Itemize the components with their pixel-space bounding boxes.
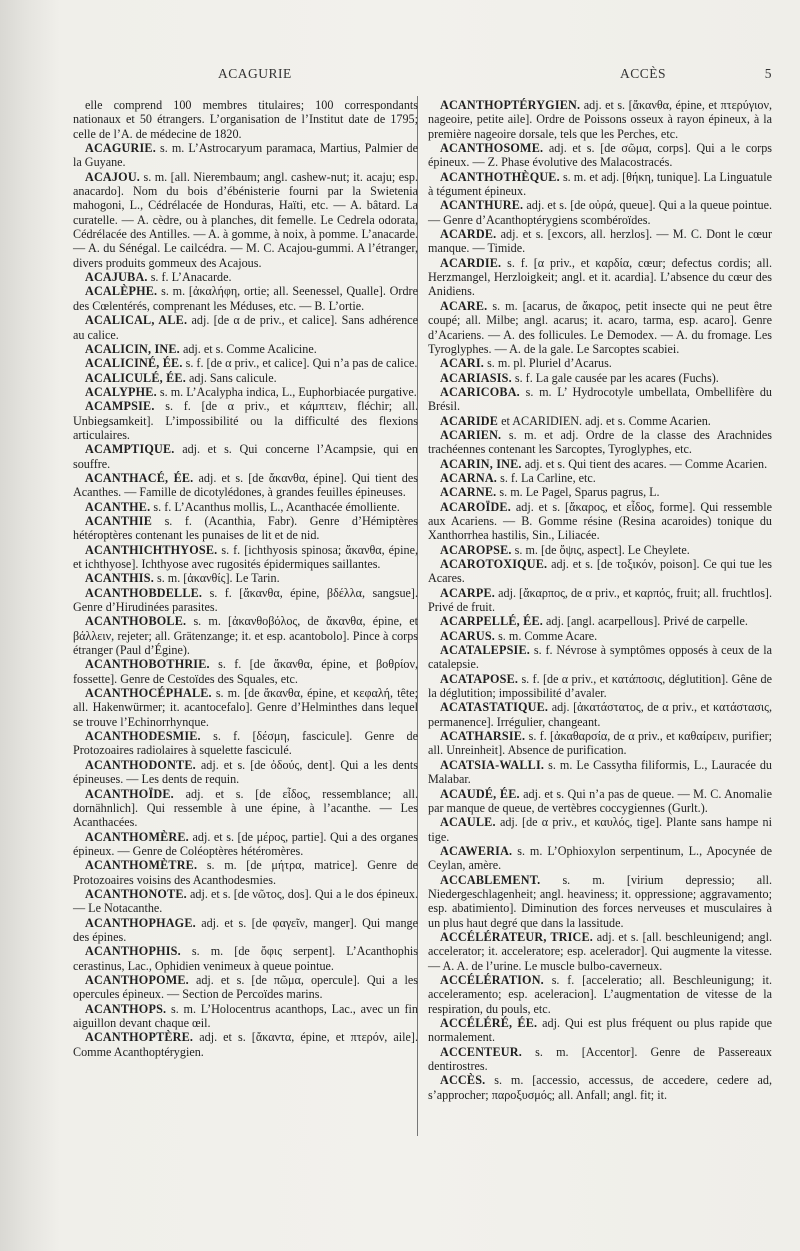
entry-definition: adj. et s. Qui concerne l’Acampsie, qui en souffre. bbox=[73, 442, 418, 471]
entry-headword: ACARI. bbox=[440, 356, 485, 371]
entry-definition: s. m. L’ Hydrocotyle umbellata, Ombellifère du Brésil. bbox=[428, 384, 772, 414]
page-number: 5 bbox=[764, 66, 772, 81]
dictionary-entry bbox=[428, 1045, 772, 1074]
dictionary-entry bbox=[428, 614, 772, 628]
entry-definition: s. m. [acarus, de ἄκαρος, petit insecte qui ne peut être coupé; all. Milbe; angl. acarus; it. acaro, tarma, esp. acaro]. Genre d’Acariens. — A. des follicules. Le Demodex. — A. du fromage. Les Tyroglyphes. — A. de la gale. Le Sarcoptes scabiei. bbox=[428, 298, 772, 356]
entry-definition: s. f. [ἀκαθαρσία, de α priv., et καθαίρειν, purifier; all. Unreinheit]. Absence de purification. bbox=[428, 729, 773, 758]
entry-headword: ACARICOBA. bbox=[440, 384, 520, 399]
dictionary-entry bbox=[73, 141, 418, 170]
entry-definition: s. m. et adj. Ordre de la classe des Arachnides trachéennes contenant les Sarcoptes, Tyroglyphes, etc. bbox=[428, 427, 772, 457]
entry-definition: s. f. Névrose à symptômes opposés à ceux de la catalepsie. bbox=[428, 643, 772, 672]
dictionary-entry bbox=[428, 1073, 772, 1102]
dictionary-entry bbox=[428, 98, 772, 141]
entry-definition: adj. Sans calicule. bbox=[189, 370, 277, 385]
entry-definition: adj. et s. [de οὐρά, queue]. Qui a la queue pointue. — Genre d’Acanthoptérygiens scombéroïdes. bbox=[428, 198, 772, 227]
dictionary-entry bbox=[428, 543, 772, 557]
dictionary-entry bbox=[73, 98, 418, 141]
entry-headword: ACALICULÉ, ÉE. bbox=[85, 370, 186, 385]
entry-definition: s. f. [de α priv., et κάμπτειν, fléchir; all. Unbiegsamkeit]. L’impossibilité ou la difficulté des flexions articulaires. bbox=[73, 399, 418, 442]
entry-definition: s. m. [de ὄψις, aspect]. Le Cheylete. bbox=[514, 542, 690, 557]
entry-headword: ACARNE. bbox=[440, 485, 497, 500]
dictionary-entry bbox=[73, 543, 418, 572]
dictionary-entry bbox=[428, 485, 772, 499]
dictionary-entry bbox=[73, 284, 418, 313]
entry-definition: s. m. [de ἄκανθα, épine, et κεφαλή, tête; all. Hakenwürmer; it. acantocefalo]. Genre d’Helminthes dans lequel se trouve l’Echinorrhynque. bbox=[73, 686, 418, 729]
entry-headword: ACCÉLÉRATION. bbox=[440, 972, 544, 987]
dictionary-entry bbox=[73, 514, 418, 543]
entry-definition: s. f. L’Anacarde. bbox=[150, 270, 232, 285]
entry-definition: s. m. L’Acalypha indica, L., Euphorbiacée purgative. bbox=[159, 384, 417, 399]
entry-headword: ACARPE. bbox=[440, 585, 496, 600]
entry-definition: adj. [ἀκατάστατος, de α priv., et κατάστασις, permanence]. Irrégulier, changeant. bbox=[428, 700, 772, 729]
entry-headword: ACANTHOPOME. bbox=[85, 972, 189, 987]
entry-headword: ACAMPTIQUE. bbox=[85, 442, 175, 457]
entry-headword: ACANTHODESMIE. bbox=[85, 729, 201, 744]
running-header bbox=[60, 66, 780, 86]
entry-definition: s. m. [de ὄφις serpent]. L’Acanthophis cerastinus, Lac., Ophidien venimeux à queue pointue. bbox=[73, 944, 418, 973]
dictionary-entry bbox=[428, 170, 772, 199]
entry-headword: ACAROPSE. bbox=[440, 542, 512, 557]
dictionary-entry bbox=[73, 944, 418, 973]
header-left-word: ACAGURIE bbox=[218, 66, 292, 81]
dictionary-entry bbox=[73, 571, 418, 585]
entry-headword: ACANTHOTHÈQUE. bbox=[440, 169, 560, 184]
entry-headword: ACANTHICHTHYOSE. bbox=[85, 542, 218, 557]
dictionary-entry bbox=[73, 830, 418, 859]
entry-headword: ACAROÏDE. bbox=[440, 499, 511, 514]
entry-headword: ACANTHOCÉPHALE. bbox=[85, 686, 212, 701]
entry-headword: ACCÉLÉRATEUR, TRICE. bbox=[440, 929, 594, 944]
entry-headword: ACALÈPHE. bbox=[85, 284, 158, 299]
left-column bbox=[73, 98, 418, 1059]
entry-headword: ACAUDÉ, ÉE. bbox=[440, 786, 520, 801]
entry-definition: s. f. [de α priv., et κατάποσις, déglutition]. Gêne de la déglutition; impossibilité d’avaler. bbox=[428, 671, 772, 701]
dictionary-entry bbox=[73, 371, 418, 385]
entry-definition: adj. et s. [de εἶδος, ressemblance; all. dornähnlich]. Qui ressemble à une épine, à l’acanthe. — Les Acanthacées. bbox=[73, 786, 418, 830]
entry-headword: ACANTHOBOLE. bbox=[85, 614, 187, 629]
entry-definition: s. m. [all. Nierembaum; angl. cashew-nut; it. acaju; esp. anacardo]. Nom du bois d’ébénisterie fourni par la Swietenia mahogoni, L., Cédrélacée de Honduras, Haïti, etc. — A. bâtard. La curatelle. — A. cèdre, ou à planches, dit femelle. Le Cedrela odorata, Cédrélacée des Antilles. — A. à gomme, à noix, à pomme. L’anacarde. — A. du Sénégal. Le cailcédra. — M. C. Acajou-gummi. A l’étranger, divers produits gommeux des Acajous. bbox=[73, 169, 418, 270]
dictionary-entry bbox=[428, 729, 772, 758]
dictionary-entry bbox=[73, 729, 418, 758]
dictionary-entry bbox=[428, 141, 772, 170]
entry-definition: elle comprend 100 membres titulaires; 100 correspondants nationaux et 50 étrangers. L’organisation de l’Institut date de 1795; celle de l’A. de médecine de 1820. bbox=[73, 98, 418, 141]
entry-headword: ACANTHIE bbox=[85, 513, 153, 528]
entry-headword: ACCÈS. bbox=[440, 1073, 486, 1088]
entry-headword: ACATHARSIE. bbox=[440, 729, 526, 744]
dictionary-entry bbox=[428, 758, 772, 787]
entry-headword: ACANTHACÉ, ÉE. bbox=[85, 470, 194, 485]
dictionary-entry bbox=[428, 787, 772, 816]
entry-headword: ACANTHOMÈRE. bbox=[85, 829, 189, 844]
dictionary-entry bbox=[428, 227, 772, 256]
entry-definition: s. f. [δέσμη, fascicule]. Genre de Protozoaires radiolaires à squelette fasciculé. bbox=[73, 729, 418, 758]
entry-definition: s. f. La gale causée par les acares (Fuchs). bbox=[514, 370, 719, 385]
entry-headword: ACAMPSIE. bbox=[85, 399, 155, 414]
dictionary-entry bbox=[73, 1030, 418, 1059]
dictionary-entry bbox=[73, 1002, 418, 1031]
right-column bbox=[428, 98, 772, 1102]
dictionary-entry bbox=[73, 385, 418, 399]
entry-headword: ACANTHOBDELLE. bbox=[85, 585, 203, 600]
dictionary-entry bbox=[73, 500, 418, 514]
entry-headword: ACAROTOXIQUE. bbox=[440, 557, 548, 571]
dictionary-entry bbox=[428, 356, 772, 370]
entry-headword: ACANTHOBOTHRIE. bbox=[85, 657, 210, 672]
entry-headword: ACARPELLÉ, ÉE. bbox=[440, 614, 543, 629]
entry-headword: ACANTHE. bbox=[85, 499, 151, 514]
dictionary-entry bbox=[73, 973, 418, 1002]
dictionary-entry bbox=[428, 385, 772, 414]
entry-definition: adj. et s. Qui tient des acares. — Comme Acarien. bbox=[524, 456, 768, 471]
entry-definition: s. f. [acceleratio; all. Beschleunigung; it. acceleramento; esp. aceleracion]. L’augmentation de vitesse de la respiration, du pouls, etc. bbox=[428, 972, 772, 1016]
dictionary-entry bbox=[428, 299, 772, 356]
entry-headword: ACARIN, INE. bbox=[440, 456, 522, 471]
dictionary-entry bbox=[73, 614, 418, 657]
entry-definition: s. m. [ἀκανθίς]. Le Tarin. bbox=[156, 571, 280, 586]
entry-headword: ACARIEN. bbox=[440, 427, 502, 442]
entry-headword: ACARDIE. bbox=[440, 255, 502, 270]
entry-headword: ACANTHOPTÈRE. bbox=[85, 1030, 194, 1045]
entry-definition: adj. [angl. acarpellous]. Privé de carpelle. bbox=[546, 614, 748, 629]
entry-definition: adj. [de α de priv., et calice]. Sans adhérence au calice. bbox=[73, 313, 418, 342]
dictionary-entry bbox=[428, 1016, 772, 1045]
dictionary-entry bbox=[428, 844, 772, 873]
entry-definition: adj. et s. [de πῶμα, opercule]. Qui a les opercules épineux. — Section de Percoïdes marins. bbox=[73, 972, 418, 1002]
entry-headword: ACANTHOÏDE. bbox=[85, 786, 174, 801]
entry-headword: ACANTHOMÈTRE. bbox=[85, 858, 198, 873]
entry-definition: s. f. [α priv., et καρδία, cœur; defectus cordis; all. Herzmangel, Herzloigkeit; angl. et it. acardia]. L’absence du cœur des Anidiens. bbox=[428, 255, 772, 299]
dictionary-entry bbox=[428, 256, 772, 299]
entry-definition: adj. [ἄκαρπος, de α priv., et καρπός, fruit; all. fruchtlos]. Privé de fruit. bbox=[428, 585, 772, 615]
entry-definition: et ACARIDIEN. adj. et s. Comme Acarien. bbox=[501, 413, 711, 428]
entry-definition: s. m. [ἀκανθοβόλος, de ἄκανθα, épine, et βάλλειν, rejeter; all. Grätenzange; it. et esp. acantobolo]. Pince à corps étranger (Paul d’Égine). bbox=[73, 614, 418, 658]
entry-headword: ACARUS. bbox=[440, 628, 496, 643]
entry-definition: s. f. La Carline, etc. bbox=[500, 470, 596, 485]
entry-definition: s. m. L’Ophioxylon serpentinum, L., Apocynée de Ceylan, amère. bbox=[428, 843, 772, 873]
entry-headword: ACCÉLÉRÉ, ÉE. bbox=[440, 1016, 538, 1030]
entry-definition: adj. et s. [all. beschleunigend; angl. accelerator; it. acceleratore; esp. acelerador]. Qui augmente la vitesse. — A. A. de l’urine. Le muscle bulbo-caverneux. bbox=[428, 929, 772, 973]
entry-definition: adj. et s. [de ὀδούς, dent]. Qui a les dents épineuses. — Les dents de requin. bbox=[73, 757, 418, 787]
entry-headword: ACAGURIE. bbox=[85, 141, 156, 156]
entry-definition: s. m. Le Cassytha filiformis, L., Lauracée du Malabar. bbox=[428, 757, 772, 787]
entry-definition: s. m. pl. Pluriel d’Acarus. bbox=[487, 356, 612, 371]
dictionary-entry bbox=[73, 686, 418, 729]
entry-headword: ACANTHOPHIS. bbox=[85, 944, 181, 959]
entry-definition: s. m. Comme Acare. bbox=[498, 628, 598, 643]
entry-definition: adj. et s. [ἄκανθα, épine, et πτερύγιον, nageoire, petite aile]. Ordre de Poissons osseux à rayon épineux, à la première nageoire dorsale, tels que les Perches, etc. bbox=[428, 98, 772, 141]
dictionary-entry bbox=[428, 700, 772, 729]
entry-headword: ACAJOU. bbox=[85, 169, 141, 184]
entry-headword: ACANTHOSOME. bbox=[440, 141, 544, 156]
dictionary-entry bbox=[428, 471, 772, 485]
entry-definition: s. f. (Acanthia, Fabr). Genre d’Hémiptères hétéroptères contenant les punaises de lit et de nid. bbox=[73, 513, 418, 543]
entry-definition: adj. et s. [de τοξικόν, poison]. Ce qui tue les Acares. bbox=[428, 557, 772, 586]
dictionary-entry bbox=[73, 787, 418, 830]
entry-definition: adj. et s. [de σῶμα, corps]. Qui a le corps épineux. — Z. Phase évolutive des Malacostracés. bbox=[428, 141, 772, 170]
entry-definition: adj. et s. [de φαγεῖν, manger]. Qui mange des épines. bbox=[73, 915, 418, 944]
entry-headword: ACARIASIS. bbox=[440, 370, 512, 385]
dictionary-entry bbox=[428, 930, 772, 973]
entry-definition: s. f. [de ἄκανθα, épine, et βοθρίον, fossette]. Genre de Cestoïdes des Squales, etc. bbox=[73, 657, 418, 686]
entry-definition: s. m. L’Astrocaryum paramaca, Martius, Palmier de la Guyane. bbox=[73, 141, 418, 170]
entry-definition: s. m. Le Pagel, Sparus pagrus, L. bbox=[499, 485, 660, 500]
entry-headword: ACATSIA-WALLI. bbox=[440, 757, 545, 772]
entry-definition: s. f. [ichthyosis spinosa; ἄκανθα, épine, et ichthyose]. Ichthyose avec rugosités épidermiques saillantes. bbox=[73, 542, 418, 571]
entry-definition: adj. et s. [de ἄκανθα, épine]. Qui tient des Acanthes. — Famille de dicotylédones, à grandes feuilles épineuses. bbox=[73, 470, 418, 500]
dictionary-entry bbox=[73, 887, 418, 916]
entry-definition: s. m. [accessio, accessus, de accedere, cedere ad, s’approcher; παροξυσμός; all. Anfall; angl. fit; it. bbox=[428, 1073, 772, 1102]
dictionary-entry bbox=[428, 629, 772, 643]
entry-definition: adj. [de α priv., et καυλός, tige]. Plante sans hampe ni tige. bbox=[428, 815, 772, 844]
dictionary-entry bbox=[428, 198, 772, 227]
dictionary-entry bbox=[428, 428, 772, 457]
dictionary-entry bbox=[73, 586, 418, 615]
entry-headword: ACANTHOPHAGE. bbox=[85, 915, 196, 930]
entry-headword: ACANTHOPS. bbox=[85, 1001, 167, 1016]
entry-definition: adj. et s. [de μέρος, partie]. Qui a des organes épineux. — Genre de Coléoptères hétéromères. bbox=[73, 829, 418, 858]
dictionary-entry bbox=[428, 973, 772, 1016]
entry-headword: ACALICAL, ALE. bbox=[85, 313, 188, 328]
entry-headword: ACAJUBA. bbox=[85, 270, 148, 285]
dictionary-entry bbox=[73, 270, 418, 284]
dictionary-entry bbox=[73, 442, 418, 471]
entry-headword: ACARDE. bbox=[440, 227, 497, 242]
entry-headword: ACANTHONOTE. bbox=[85, 886, 187, 901]
dictionary-entry bbox=[428, 500, 772, 543]
dictionary-entry bbox=[428, 672, 772, 701]
entry-headword: ACANTHIS. bbox=[85, 571, 154, 586]
entry-definition: adj. Qui est plus fréquent ou plus rapide que normalement. bbox=[428, 1016, 772, 1045]
entry-headword: ACANTHURE. bbox=[440, 198, 524, 213]
entry-definition: s. m. [ἀκαλήφη, ortie; all. Seenessel, Qualle]. Ordre des Cœlentérés, comprenant les Méduses, etc. — B. L’ortie. bbox=[73, 284, 418, 313]
entry-headword: ACALYPHE. bbox=[85, 384, 157, 399]
dictionary-entry bbox=[428, 371, 772, 385]
dictionary-entry bbox=[73, 471, 418, 500]
entry-headword: ACCENTEUR. bbox=[440, 1044, 522, 1059]
entry-headword: ACATASTATIQUE. bbox=[440, 700, 549, 715]
entry-headword: ACATALEPSIE. bbox=[440, 643, 530, 658]
entry-headword: ACAWERIA. bbox=[440, 843, 513, 858]
dictionary-entry bbox=[73, 356, 418, 370]
entry-definition: adj. et s. [de νῶτος, dos]. Qui a le dos épineux. — Le Notacanthe. bbox=[73, 886, 418, 916]
dictionary-entry bbox=[428, 815, 772, 844]
entry-definition: adj. et s. [ἄκαρος, et εἶδος, forme]. Qui ressemble aux Acariens. — B. Gomme résine (Resina acaroides) tonique du Xanthorrhea hastilis, Sin., Liliacée. bbox=[428, 499, 773, 543]
entry-definition: adj. et s. [ἄκαντα, épine, et πτερόν, aile]. Comme Acanthoptérygien. bbox=[73, 1030, 418, 1059]
entry-headword: ACALICINÉ, ÉE. bbox=[85, 356, 183, 371]
entry-headword: ACCABLEMENT. bbox=[440, 872, 541, 887]
dictionary-entry bbox=[428, 457, 772, 471]
dictionary-entry bbox=[428, 414, 772, 428]
dictionary-entry bbox=[428, 643, 772, 672]
entry-definition: s. f. [ἄκανθα, épine, βδέλλα, sangsue]. Genre d’Hirudinées parasites. bbox=[73, 585, 418, 615]
entry-headword: ACALICIN, INE. bbox=[85, 341, 180, 356]
entry-headword: ACATAPOSE. bbox=[440, 671, 519, 686]
dictionary-entry bbox=[428, 873, 772, 930]
entry-headword: ACARIDE bbox=[440, 413, 499, 428]
dictionary-entry bbox=[73, 342, 418, 356]
entry-definition: s. m. [Accentor]. Genre de Passereaux dentirostres. bbox=[428, 1044, 772, 1074]
entry-definition: adj. et s. Qui n’a pas de queue. — M. C. Anomalie par manque de queue, de vertèbres coccygiennes (Gurlt.). bbox=[428, 786, 772, 815]
entry-headword: ACAULE. bbox=[440, 815, 496, 830]
header-right-word: ACCÈS bbox=[620, 66, 667, 81]
entry-headword: ACANTHOPTÉRYGIEN. bbox=[440, 98, 581, 112]
dictionary-entry bbox=[73, 858, 418, 887]
entry-definition: s. f. [de α priv., et calice]. Qui n’a pas de calice. bbox=[185, 356, 418, 371]
entry-definition: s. m. L’Holocentrus acanthops, Lac., avec un fin aiguillon devant chaque œil. bbox=[73, 1001, 418, 1030]
entry-headword: ACARE. bbox=[440, 298, 488, 313]
dictionary-entry bbox=[73, 916, 418, 945]
entry-definition: adj. et s. Comme Acalicine. bbox=[182, 341, 317, 356]
entry-headword: ACARNA. bbox=[440, 470, 498, 485]
entry-definition: s. m. [de μήτρα, matrice]. Genre de Protozoaires voisins des Acanthodesmies. bbox=[73, 858, 418, 887]
dictionary-entry bbox=[73, 399, 418, 442]
dictionary-entry bbox=[73, 313, 418, 342]
entry-definition: s. m. et adj. [θήκη, tunique]. La Linguatule à tégument épineux. bbox=[428, 169, 772, 199]
dictionary-entry bbox=[428, 557, 772, 586]
entry-definition: s. m. [virium depressio; all. Niedergeschlagenheit; angl. heaviness; it. oppressione; aggravamento; esp. abatimiento]. Diminution des forces nerveuses et musculaires à un plus haut degré que dans la lassitude. bbox=[428, 872, 772, 930]
dictionary-entry bbox=[73, 170, 418, 270]
dictionary-entry bbox=[428, 586, 772, 615]
dictionary-entry bbox=[73, 657, 418, 686]
entry-definition: s. f. L’Acanthus mollis, L., Acanthacée émolliente. bbox=[153, 499, 400, 514]
entry-definition: adj. et s. [excors, all. herzlos]. — M. C. Dont le cœur manque. — Timide. bbox=[428, 227, 772, 256]
dictionary-entry bbox=[73, 758, 418, 787]
entry-headword: ACANTHODONTE. bbox=[85, 757, 196, 772]
